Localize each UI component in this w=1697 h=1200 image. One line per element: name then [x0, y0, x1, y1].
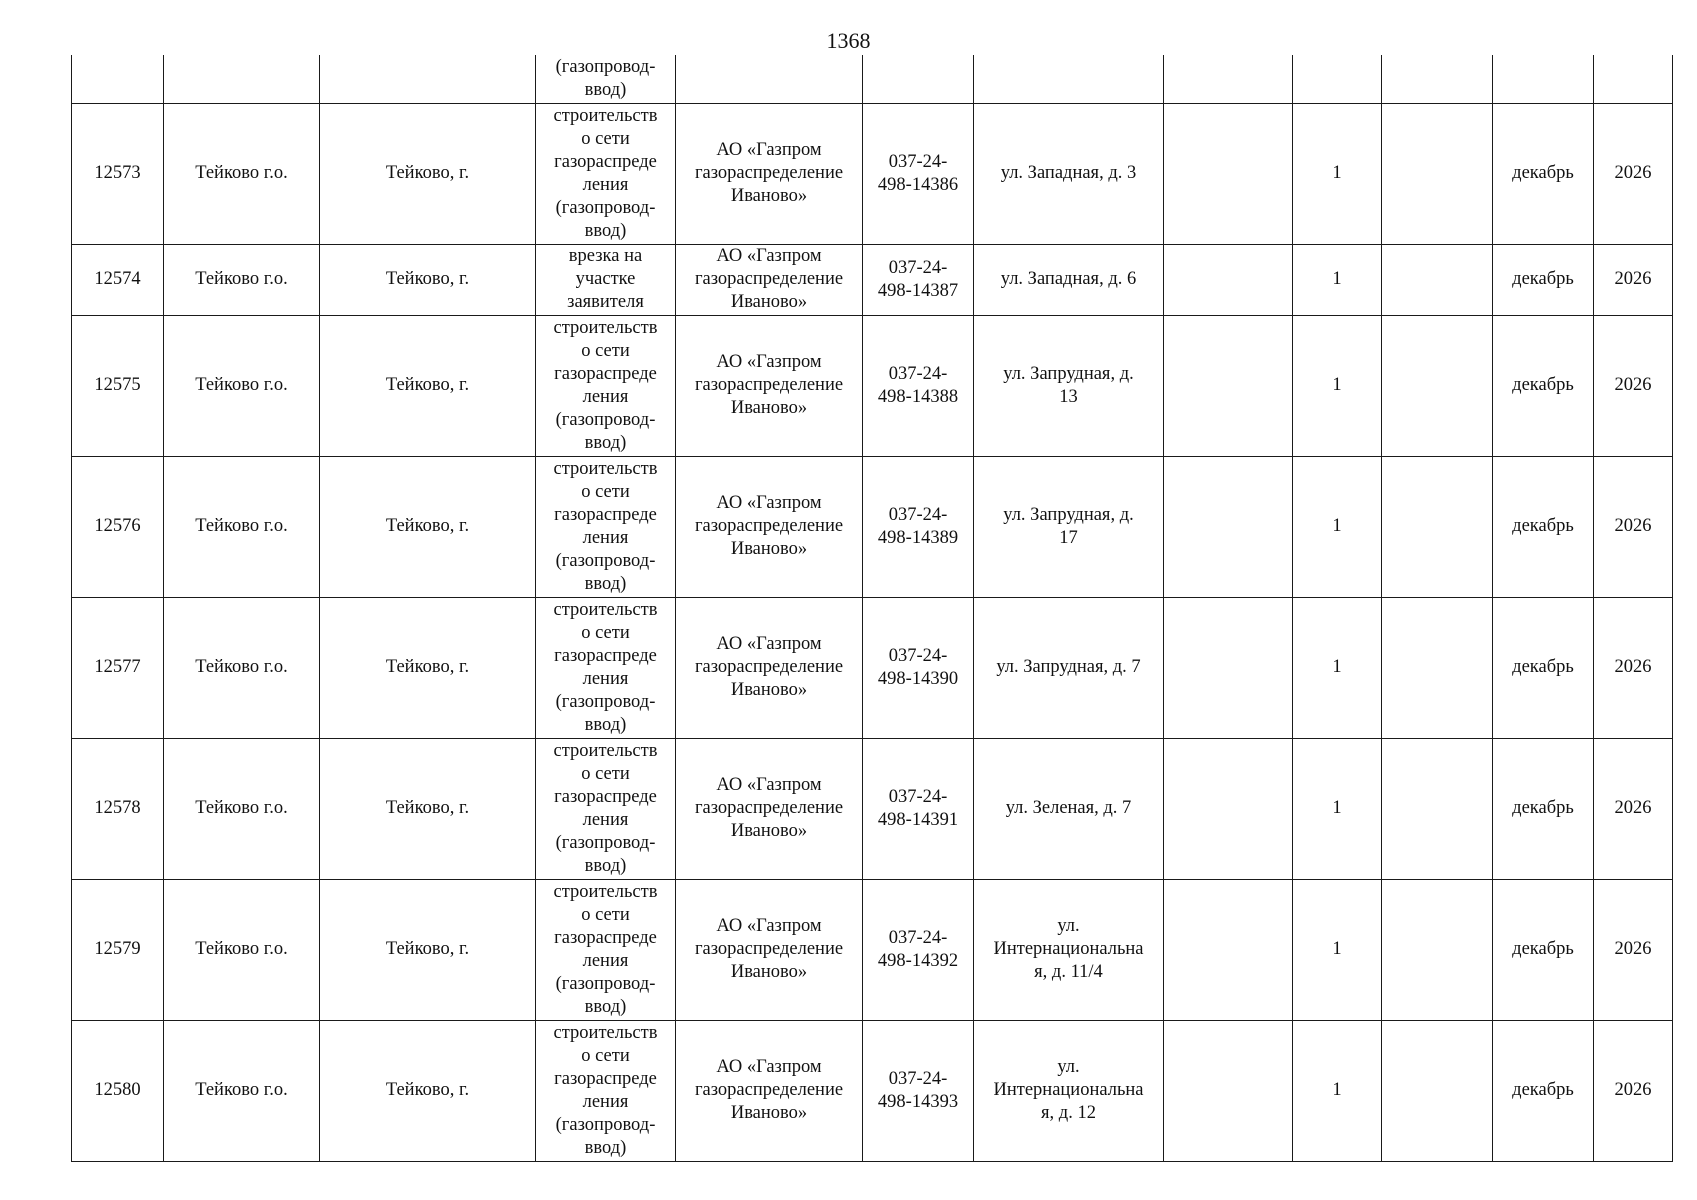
- cell-month: декабрь: [1493, 103, 1594, 244]
- cell-org: АО «Газпром газораспределение Иваново»: [676, 244, 863, 315]
- cell-org: [676, 55, 863, 103]
- cell-code: 037-24- 498-14386: [863, 103, 974, 244]
- cell-num: 12580: [72, 1020, 164, 1161]
- cell-code: [863, 55, 974, 103]
- cell-address: ул. Зеленая, д. 7: [974, 738, 1164, 879]
- table-row: [72, 597, 1673, 738]
- cell-org: АО «Газпром газораспределение Иваново»: [676, 456, 863, 597]
- cell-num: 12575: [72, 315, 164, 456]
- cell-year: 2026: [1594, 456, 1673, 597]
- cell-org: АО «Газпром газораспределение Иваново»: [676, 738, 863, 879]
- cell-year: 2026: [1594, 879, 1673, 1020]
- cell-address: ул. Запрудная, д. 7: [974, 597, 1164, 738]
- cell-month: декабрь: [1493, 456, 1594, 597]
- cell-qty: [1293, 55, 1382, 103]
- cell-num: 12579: [72, 879, 164, 1020]
- cell-address: ул. Западная, д. 6: [974, 244, 1164, 315]
- cell-org: АО «Газпром газораспределение Иваново»: [676, 879, 863, 1020]
- cell-c10: [1382, 103, 1493, 244]
- cell-qty: 1: [1293, 879, 1382, 1020]
- cell-district: Тейково г.о.: [164, 1020, 320, 1161]
- cell-qty: 1: [1293, 1020, 1382, 1161]
- cell-qty: 1: [1293, 456, 1382, 597]
- cell-qty: 1: [1293, 597, 1382, 738]
- table-body: [72, 55, 1673, 1161]
- cell-c10: [1382, 55, 1493, 103]
- cell-month: декабрь: [1493, 738, 1594, 879]
- cell-qty: 1: [1293, 244, 1382, 315]
- cell-org: АО «Газпром газораспределение Иваново»: [676, 597, 863, 738]
- cell-c10: [1382, 244, 1493, 315]
- cell-year: 2026: [1594, 597, 1673, 738]
- table-row: [72, 738, 1673, 879]
- cell-kind: (газопровод- ввод): [536, 55, 676, 103]
- cell-c8: [1164, 738, 1293, 879]
- table-row: [72, 1020, 1673, 1161]
- cell-address: ул. Запрудная, д. 17: [974, 456, 1164, 597]
- cell-year: 2026: [1594, 315, 1673, 456]
- cell-district: Тейково г.о.: [164, 597, 320, 738]
- cell-c10: [1382, 597, 1493, 738]
- table-row: [72, 879, 1673, 1020]
- cell-year: 2026: [1594, 103, 1673, 244]
- cell-year: 2026: [1594, 1020, 1673, 1161]
- cell-locality: Тейково, г.: [320, 1020, 536, 1161]
- cell-locality: Тейково, г.: [320, 879, 536, 1020]
- cell-num: 12576: [72, 456, 164, 597]
- cell-locality: Тейково, г.: [320, 315, 536, 456]
- cell-district: Тейково г.о.: [164, 738, 320, 879]
- cell-code: 037-24- 498-14387: [863, 244, 974, 315]
- table-row: [72, 456, 1673, 597]
- cell-c8: [1164, 1020, 1293, 1161]
- cell-address: ул. Интернациональна я, д. 12: [974, 1020, 1164, 1161]
- cell-month: декабрь: [1493, 597, 1594, 738]
- cell-locality: Тейково, г.: [320, 456, 536, 597]
- cell-c8: [1164, 103, 1293, 244]
- cell-year: 2026: [1594, 244, 1673, 315]
- cell-district: Тейково г.о.: [164, 244, 320, 315]
- table-row: [72, 244, 1673, 315]
- cell-address: [974, 55, 1164, 103]
- cell-code: 037-24- 498-14390: [863, 597, 974, 738]
- cell-code: 037-24- 498-14393: [863, 1020, 974, 1161]
- cell-kind: строительств о сети газораспреде ления (газопровод- ввод): [536, 1020, 676, 1161]
- cell-org: АО «Газпром газораспределение Иваново»: [676, 103, 863, 244]
- cell-address: ул. Запрудная, д. 13: [974, 315, 1164, 456]
- cell-c10: [1382, 315, 1493, 456]
- cell-kind: строительств о сети газораспреде ления (газопровод- ввод): [536, 456, 676, 597]
- cell-c10: [1382, 879, 1493, 1020]
- cell-kind: строительств о сети газораспреде ления (газопровод- ввод): [536, 103, 676, 244]
- cell-qty: 1: [1293, 103, 1382, 244]
- cell-kind: врезка на участке заявителя: [536, 244, 676, 315]
- cell-c8: [1164, 597, 1293, 738]
- cell-c8: [1164, 456, 1293, 597]
- continuation-row: [72, 55, 1673, 103]
- cell-code: 037-24- 498-14392: [863, 879, 974, 1020]
- gasification-schedule-table: [71, 55, 1673, 1162]
- cell-code: 037-24- 498-14391: [863, 738, 974, 879]
- cell-locality: [320, 55, 536, 103]
- table-row: [72, 103, 1673, 244]
- cell-locality: Тейково, г.: [320, 103, 536, 244]
- cell-kind: строительств о сети газораспреде ления (газопровод- ввод): [536, 879, 676, 1020]
- cell-month: декабрь: [1493, 879, 1594, 1020]
- cell-address: ул. Интернациональна я, д. 11/4: [974, 879, 1164, 1020]
- cell-month: декабрь: [1493, 1020, 1594, 1161]
- cell-district: Тейково г.о.: [164, 456, 320, 597]
- cell-code: 037-24- 498-14388: [863, 315, 974, 456]
- cell-month: декабрь: [1493, 315, 1594, 456]
- cell-month: [1493, 55, 1594, 103]
- cell-kind: строительств о сети газораспреде ления (газопровод- ввод): [536, 597, 676, 738]
- cell-num: [72, 55, 164, 103]
- cell-locality: Тейково, г.: [320, 244, 536, 315]
- cell-district: Тейково г.о.: [164, 315, 320, 456]
- cell-c10: [1382, 1020, 1493, 1161]
- cell-locality: Тейково, г.: [320, 738, 536, 879]
- cell-district: Тейково г.о.: [164, 103, 320, 244]
- cell-num: 12574: [72, 244, 164, 315]
- cell-year: 2026: [1594, 738, 1673, 879]
- cell-num: 12577: [72, 597, 164, 738]
- cell-org: АО «Газпром газораспределение Иваново»: [676, 1020, 863, 1161]
- cell-district: [164, 55, 320, 103]
- cell-num: 12573: [72, 103, 164, 244]
- cell-c8: [1164, 55, 1293, 103]
- cell-c10: [1382, 456, 1493, 597]
- cell-c10: [1382, 738, 1493, 879]
- cell-c8: [1164, 244, 1293, 315]
- cell-locality: Тейково, г.: [320, 597, 536, 738]
- cell-month: декабрь: [1493, 244, 1594, 315]
- cell-num: 12578: [72, 738, 164, 879]
- cell-qty: 1: [1293, 738, 1382, 879]
- cell-year: [1594, 55, 1673, 103]
- cell-district: Тейково г.о.: [164, 879, 320, 1020]
- cell-address: ул. Западная, д. 3: [974, 103, 1164, 244]
- table-row: [72, 315, 1673, 456]
- cell-c8: [1164, 315, 1293, 456]
- cell-code: 037-24- 498-14389: [863, 456, 974, 597]
- page-number: 1368: [826, 28, 871, 53]
- cell-kind: строительств о сети газораспреде ления (газопровод- ввод): [536, 315, 676, 456]
- cell-c8: [1164, 879, 1293, 1020]
- cell-org: АО «Газпром газораспределение Иваново»: [676, 315, 863, 456]
- cell-qty: 1: [1293, 315, 1382, 456]
- cell-kind: строительств о сети газораспреде ления (газопровод- ввод): [536, 738, 676, 879]
